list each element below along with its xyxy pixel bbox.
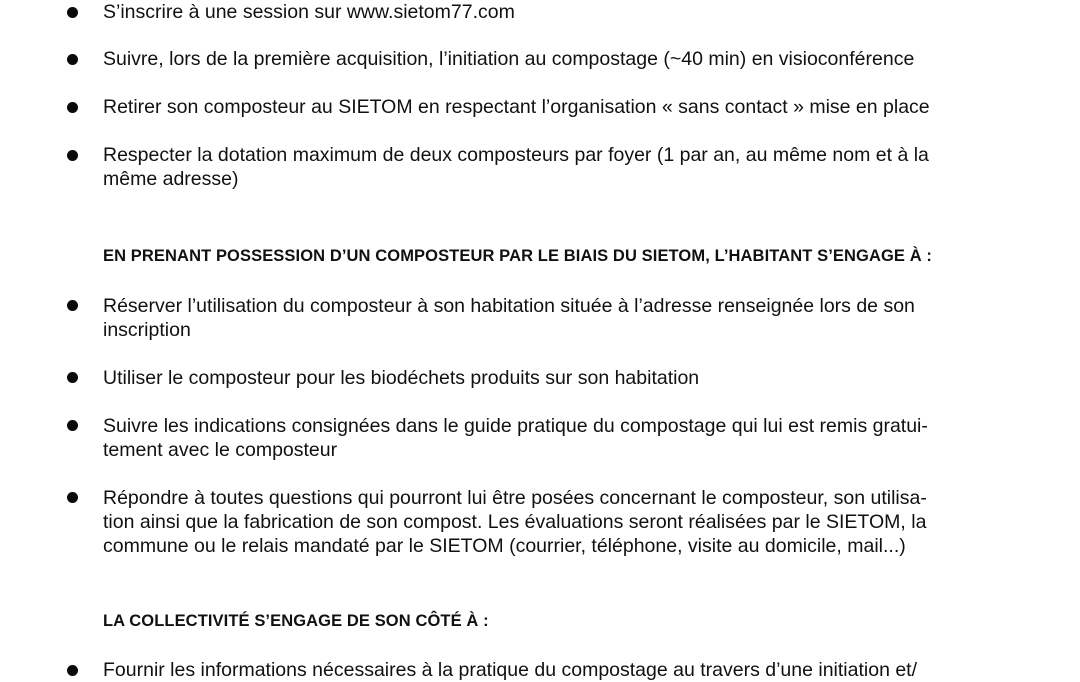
list-item [103,366,973,390]
list-item [103,0,973,24]
list-item-line: S’inscrire à une session sur www.sietom77.com [103,1,515,23]
bullet-icon [67,420,78,431]
list-item-line: tement avec le composteur [103,439,338,461]
list-item [103,658,973,682]
list-item [103,95,973,119]
list-item [103,143,973,191]
list-item-line: commune ou le relais mandaté par le SIETOM (courrier, téléphone, visite au domicile, mail...) [103,535,906,557]
bullet-icon [67,150,78,161]
list-item-line: Répondre à toutes questions qui pourront lui être posées concernant le composteur, son utilisa- [103,487,927,509]
bullet-icon [67,300,78,311]
list-item-line: Suivre, lors de la première acquisition, l’initiation au compostage (~40 min) en visioconférence [103,48,915,70]
bullet-icon [67,372,78,383]
list-item [103,414,973,462]
bullet-icon [67,7,78,18]
section-heading-collectivite: LA COLLECTIVITÉ S’ENGAGE DE SON CÔTÉ À : [103,612,489,630]
list-item [103,486,973,558]
bullet-icon [67,665,78,676]
list-item-line: Réserver l’utilisation du composteur à son habitation située à l’adresse renseignée lors de son [103,295,915,317]
bullet-icon [67,54,78,65]
bullet-icon [67,492,78,503]
bullet-icon [67,102,78,113]
list-item-line: tion ainsi que la fabrication de son compost. Les évaluations seront réalisées par le SIETOM, la [103,511,927,533]
list-item [103,294,973,342]
list-item-line: Respecter la dotation maximum de deux composteurs par foyer (1 par an, au même nom et à la [103,144,929,166]
list-item-line: Utiliser le composteur pour les biodéchets produits sur son habitation [103,367,700,389]
list-item-line: même adresse) [103,168,239,190]
list-item-line: Fournir les informations nécessaires à la pratique du compostage au travers d’une initiation et/ [103,659,918,681]
list-item-line: Retirer son composteur au SIETOM en respectant l’organisation « sans contact » mise en place [103,96,930,118]
section-heading-habitant: EN PRENANT POSSESSION D’UN COMPOSTEUR PAR LE BIAIS DU SIETOM, L’HABITANT S’ENGAGE À : [103,247,932,265]
list-item-line: Suivre les indications consignées dans le guide pratique du compostage qui lui est remis gratui- [103,415,928,437]
list-item-line: inscription [103,319,191,341]
list-item [103,47,973,71]
